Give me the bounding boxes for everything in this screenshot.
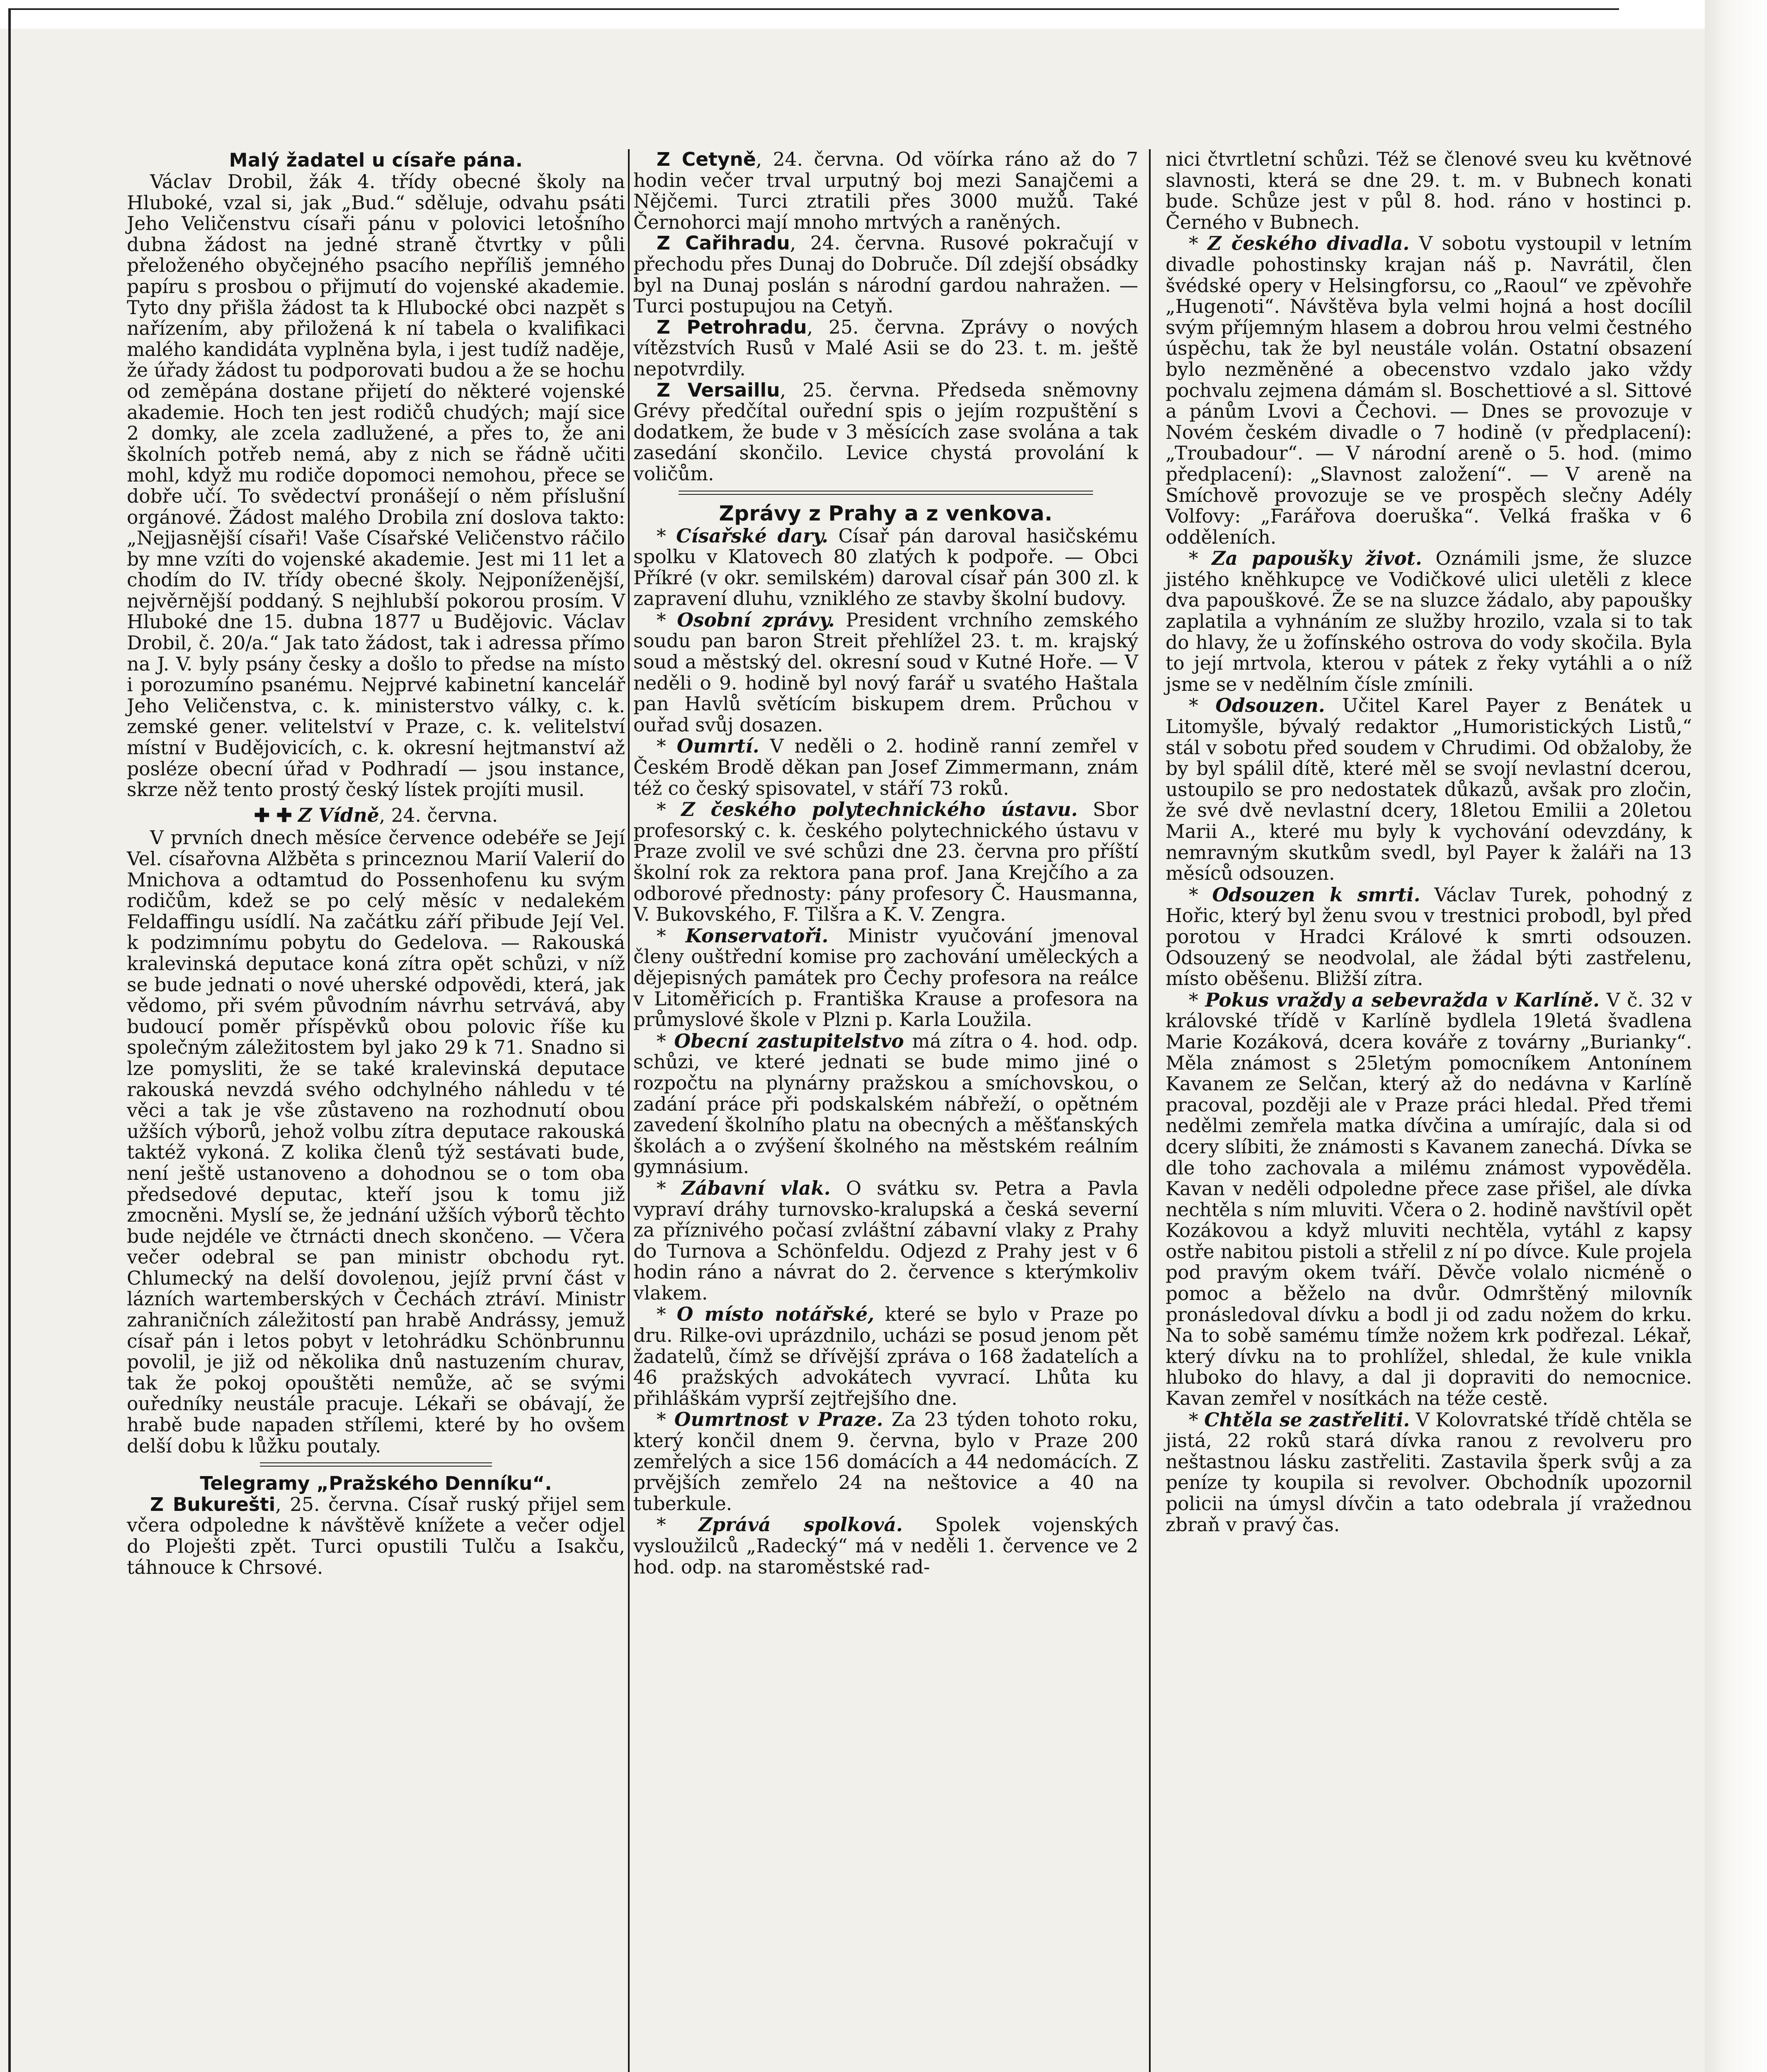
- article-heading-drobil: Malý žadatel u císaře pána.: [229, 149, 523, 171]
- news-item: * Zprává spolková. Spolek vojenských vysloužilců „Radecký“ má v neděli 1. července ve 2 hod. odp. na staroměstské rad-: [633, 1513, 1138, 1578]
- vienna-date: , 24. června.: [379, 804, 498, 826]
- column-2: [633, 149, 1138, 1578]
- news-continued: nici čtvrtletní schůzi. Též se členové sveu ku květnové slavnosti, která se dne 29. t. m. v Bubnech konati bude. Schůze jest v půl 8. hod. ráno v hostinci p. Černého v Bubnech.: [1166, 148, 1692, 233]
- news-keyword: Oumrtí.: [676, 735, 759, 758]
- article-vienna-text: V prvních dnech měsíce července odebéře se Její Vel. císařovna Alžběta s princeznou Marií Valerií do Mnichova a odtamtud do Possenhofenu ku svým rodičům, kdež se po celý měsíc v nedalekém Feldaffingu usídlí. Na začátku září přibude Její Vel. k podzimnímu pobytu do Gedelova. — Rakouská kralevinská deputace koná zítra opět schůzi, v níž se bude jednati o nové uherské odpovědi, která, jak vědomo, při svém původním návrhu setrvává, aby budoucí poměr příspěvků obou polovic říše ku společným záležitostem byl jako 29 k 71. Snadno si lze pomysliti, že se také kralevinská deputace rakouská nevzdá svého odchylného náhledu v té věci a tak je vše zůstaveno na rozhodnutí obou užších výborů, jehož volbu zítra deputace rakouská taktéž vykoná. Z kolika členů týž sestávati bude, není ještě ustanoveno a dohodnou se o tom oba předsedové deputac, kteří jsou k tomu již zmocněni. Myslí se, že jednání užších výborů těchto bude nejdéle ve čtrnácti dnech skončeno. — Včera večer odebral se pan ministr obchodu ryt. Chlumecký na delší dovolenou, jejíž první část v lázních wartemberských v Čechách ztráví. Ministr zahraničních záležitostí pan hrabě Andrássy, jemuž císař pán i letos pobyt v letohrádku Schönbrunnu povolil, je již od několika dnů nastuzením churav, tak že pokoj opouštěti nemůže, ač se svými ouředníky neustále pracuje. Lékaři se obávají, že hrabě bude napaden střílemi, které by ho ovšem delší dobu k lůžku poutaly.: [127, 827, 625, 1457]
- news-keyword: Osobní zprávy.: [677, 608, 835, 631]
- column-3: [1166, 149, 1692, 1535]
- telegram-petrohrad: [633, 317, 1138, 380]
- section-divider: [679, 491, 1093, 495]
- news-keyword: Chtěla se zastřeliti.: [1204, 1408, 1410, 1431]
- versailles-place: Z Versaillu: [657, 379, 780, 401]
- news-item: * Osobní zprávy. President vrchního zemského soudu pan baron Streit přehlížel 23. t. m. krajský soud a městský del. okresní soud v Kutné Hoře. — V neděli o 9. hodině byl nový farář u svatého Haštala pan Havlů světícím biskupem drem. Průchou v ouřad svůj dosazen.: [633, 608, 1138, 736]
- cetyne-text: , 24. června. Od vöírka ráno až do 7 hodin večer trval urputný boj mezi Sanajčemi a Nějčemi. Turci ztratili přes 3000 mužů. Také Černohorci mají mnoho mrtvých a raněných.: [633, 148, 1138, 233]
- column-rule-1: [628, 149, 630, 2072]
- bucharest-text: , 25. června. Císař ruský přijel sem včera odpoledne k návštěvě knížete a večer odjel do Ploješti zpět. Turci opustili Tulču a Isakču, táhnouce k Chrsové.: [127, 1493, 625, 1578]
- news-keyword: Za papoušky život.: [1212, 547, 1422, 570]
- news-item: * Z českého polytechnického ústavu. Sbor profesorský c. k. českého polytechnického ústavu v Praze zvolil ve své schůzi dne 23. června pro příští školní rok za rektora pana prof. Jana Krejčího a za odborové přednosty: pány profesory Č. Hausmanna, V. Bukovského, F. Tilšra a K. V. Zengra.: [633, 798, 1138, 926]
- petrohrad-text: , 25. června. Zprávy o nových vítězstvích Rusů v Malé Asii se do 23. t. m. ještě nepotvrdily.: [633, 316, 1139, 380]
- vienna-place: Z Vídně: [298, 804, 379, 826]
- news-keyword: Odsouzen.: [1215, 694, 1325, 717]
- bucharest-place: Z Bukurešti: [150, 1493, 276, 1515]
- news-text: má zítra o 4. hod. odp. schůzi, ve které jednati se bude mimo jiné o rozpočtu na plynárny pražskou a smíchovskou, o zadání práce při podskalském nábřeží, o opětném zavedení školního platu na obecných a měšťanských školách a o zvýšení školného na městském reálním gymnásium.: [633, 1030, 1138, 1178]
- news-item: * Oumrtí. V neděli o 2. hodině ranní zemřel v Českém Brodě děkan pan Josef Zimmermann, znám též co český spisovatel, v stáří 73 roků.: [633, 735, 1138, 799]
- news-keyword: Zprává spolková.: [698, 1513, 903, 1536]
- news-text: které se bylo v Praze po dru. Rilke-ovi uprázdnilo, ucházi se posud jenom pět žadatelů, čímž se dřívější zpráva o 168 žadatelích a 46 pražských advokátech vyvrací. Lhůta ku přihláškám vyprší zejtřejšího dne.: [633, 1303, 1139, 1409]
- versailles-text: , 25. června. Předseda sněmovny Grévy předčítal ouřední spis o jejím rozpuštění s dodatkem, že bude v 3 měsících zase svolána a tak zasedání skončilo. Levice chystá provolání k voličům.: [633, 379, 1139, 485]
- section-divider: [260, 1462, 492, 1467]
- news-text: O svátku sv. Petra a Pavla vypraví dráhy turnovsko-kralupská a česká severní za příznivého počasí zvláštní zábavní vlaky z Prahy do Turnova a Schönfeldu. Odjezd z Prahy jest v 6 hodin ráno a návrat do 2. července s kterýmkoliv vlakem.: [633, 1177, 1138, 1304]
- news-item: * Císařské dary. Císař pán daroval hasičskému spolku v Klatovech 80 zlatých k podpoře. — Obci Příkré (v okr. semilském) daroval císař pán 300 zl. k zapravení dluhu, vzniklého ze stavby školní budovy.: [633, 524, 1139, 610]
- news-text: Učitel Karel Payer z Benátek u Litomyšle, bývalý redaktor „Humoristických Listů,“ stál v sobotu před soudem v Chrudimi. Od obžaloby, že by byl spálil dítě, které měl se svojí nevlastní dcerou, ustoupilo se pro nedostatek důkazů, avšak pro zločin, že své dvě nevlastní dcery, 18letou Emilii a 20letou Marii A., které mu byly k vychování odevzdány, k nemravným skutkům svedl, byl Payer k žaláři na 13 měsíců odsouzen.: [1166, 695, 1692, 885]
- news-text: President vrchního zemského soudu pan baron Streit přehlížel 23. t. m. krajský soud a městský del. okresní soud v Kutné Hoře. — V neděli o 9. hodině byl nový farář u svatého Haštala pan Havlů světícím biskupem drem. Průchou v ouřad svůj dosazen.: [633, 609, 1138, 736]
- news-text: Oznámili jsme, že sluzce jistého kněhkupce ve Vodičkové ulici uletěli z klece dva papouškové. Že se na sluzce žádalo, aby papoušky zaplatila a vyhnáním ze služby hrozilo, vzala si to tak do hlavy, že u žofínského ostrova do vody skočila. Byla to její mrtvola, kterou v pátek z řeky vytáhli a o níž jsme se v nedělním čísle zmínili.: [1166, 547, 1692, 695]
- carihrad-place: Z Cařihradu: [657, 232, 790, 254]
- column-1: [127, 149, 625, 1578]
- telegram-cetyne: [633, 149, 1138, 233]
- carihrad-text: , 24. června. Rusové pokračují v přechodu přes Dunaj do Dobruče. Díl zdejší obsádky byl na Dunaj poslán s národní gardou nahražen. — Turci postupujou na Cetyň.: [633, 232, 1139, 317]
- news-item: * Za papoušky život. Oznámili jsme, že sluzce jistého kněhkupce ve Vodičkové ulici uletěli z klece dva papouškové. Že se na sluzce žádalo, aby papoušky zaplatila a vyhnáním ze služby hrozilo, vzala si to tak do hlavy, že u žofínského ostrova do vody skočila. Byla to její mrtvola, kterou v pátek z řeky vytáhli a o níž jsme se v nedělním čísle zmínili.: [1166, 547, 1692, 695]
- news-keyword: Oumrtnost v Praze.: [674, 1408, 883, 1431]
- news-keyword: Konservatoři.: [685, 924, 829, 947]
- telegram-heading: Telegramy „Pražského Denníku“.: [200, 1472, 552, 1495]
- news-item: * Konservatoři. Ministr vyučování jmenoval členy ouštřední komise pro zachování uměleckých a dějepisných památek pro Čechy profesora na reálce v Litoměřicích p. Františka Krause a profesora na průmyslové škole v Plzni p. Karla Loužila.: [633, 924, 1138, 1031]
- news-keyword: Zábavní vlak.: [681, 1176, 831, 1199]
- news-keyword: Pokus vraždy a sebevražda v Karlíně.: [1205, 988, 1600, 1011]
- article-drobil-text: Václav Drobil, žák 4. třídy obecné školy na Hluboké, vzal si, jak „Bud.“ sděluje, odvahu psáti Jeho Veličenstvu císaři pánu v polovici letošního dubna žádost na jedné straně čtvrtky v půli přeloženého obyčejného psacího nepříliš jemného papíru s prosbou o přijmutí do vojenské akademie. Tyto dny přišla žádost ta k Hlubocké obci nazpět s nařízením, aby přiložená k ní tabela o kvalifikaci malého kandidáta vyplněna byla, i jest tudíž naděje, že úřady žádost tu podporovati budou a že se hochu od zeměpána dostane přijetí do některé vojenské akademie. Hoch ten jest rodičů chudých; mají sice 2 domky, ale zcela zadlužené, a přes to, že ani školních potřeb nemá, aby z nich se řádně učiti mohl, když mu rodiče dopomoci nemohou, přece se dobře učí. To svědectví pronášejí o něm příslušní orgánové. Žádost malého Drobila zní doslova takto: „Nejjasnější císaři! Vaše Císařské Veličenstvo ráčilo by mne vzíti do vojenské akademie. Jest mi 11 let a chodím do IV. třídy obecné školy. Nejponíženější, nejvěrnější poddaný. S nejhlubší pokorou prosím. V Hluboké dne 15. dubna 1877 u Budějovic. Václav Drobil, č. 20/a.“ Jak tato žádost, tak i adressa přímo na J. V. byly psány česky a došlo to předse na místo i porozumíno psanému. Nejprvé kabinetní kancelář Jeho Veličenstva, c. k. ministerstvo války, c. k. zemské gener. velitelství v Praze, c. k. velitelství místní v Budějovicích, c. k. okresní hejtmanství až posléze obecní úřad v Podhradí — jsou instance, skrze něž tento prostý český lístek projíti musil.: [127, 171, 625, 801]
- news-text: V Kolovratské třídě chtěla se jistá, 22 roků stará dívka ranou z revolveru pro neštastnou lásku zastřeliti. Zastavila šperk svůj a za peníze ty koupila si revolver. Obchodník upozornil policii na úmysl dívčin a tato odebrala jí vražednou zbraň v pravý čas.: [1166, 1409, 1692, 1536]
- news-keyword: Z českého divadla.: [1207, 232, 1410, 255]
- news-keyword: Z českého polytechnického ústavu.: [681, 798, 1078, 821]
- news-keyword: Odsouzen k smrti.: [1212, 883, 1420, 906]
- column-rule-2: [1149, 149, 1151, 2072]
- news-item: * Chtěla se zastřeliti. V Kolovratské třídě chtěla se jistá, 22 roků stará dívka ranou z revolveru pro neštastnou lásku zastřeliti. Zastavila šperk svůj a za peníze ty koupila si revolver. Obchodník upozornil policii na úmysl dívčin a tato odebrala jí vražednou zbraň v pravý čas.: [1166, 1408, 1692, 1536]
- section-heading-prague: Zprávy z Prahy a z venkova.: [719, 501, 1053, 525]
- news-text: Václav Turek, pohodný z Hořic, který byl ženu svou v trestnici probodl, byl před porotou v Hradci Králové k smrti odsouzen. Odsouzený se neodvolal, ale žádal býti zastřelenu, místo oběšenu. Bližší zítra.: [1166, 884, 1692, 990]
- dateline-vienna: [127, 805, 625, 826]
- news-keyword: Obecní zastupitelstvo: [674, 1029, 904, 1052]
- cross-mark: ✚ ✚: [254, 804, 292, 826]
- news-text: Sbor profesorský c. k. českého polytechnického ústavu v Praze zvolil ve své schůzi dne 23. června pro příští školní rok za rektora pana prof. Jana Krejčího a za odborové přednosty: pány profesory Č. Hausmanna, V. Bukovského, F. Tilšra a K. V. Zengra.: [633, 799, 1138, 926]
- page-right-margin: [1705, 0, 1767, 2072]
- news-item: * Odsouzen k smrti. Václav Turek, pohodný z Hořic, který byl ženu svou v trestnici probodl, byl před porotou v Hradci Králové k smrti odsouzen. Odsouzený se neodvolal, ale žádal býti zastřelenu, místo oběšenu. Bližší zítra.: [1166, 883, 1692, 990]
- cetyne-place: Z Cetyně: [657, 148, 756, 170]
- news-item: * Pokus vraždy a sebevražda v Karlíně. V č. 32 v královské třídě v Karlíně bydlela 19letá švadlena Marie Kozáková, dcera kováře z továrny „Burianky“. Měla známost s 25letým pomocníkem Antonínem Kavanem ze Selčan, který až do nedávna v Karlíně pracoval, později ale v Praze práci hledal. Před třemi nedělmi zemřela matka dívčina a umírajíc, dala si od dcery slíbiti, že známosti s Kavanem zanechá. Dívka se dle toho zachovala a milému známost vypověděla. Kavan v neděli odpoledne přece zase přišel, ale dívka nechtěla s ním mluviti. Včera o 2. hodině navštívil opět Kozákovou a když mluviti nechtěla, vytáhl z kapsy ostře nabitou pistoli a střelil z ní po dívce. Kule projela pod pravým okem tváří. Děvče volalo nicméně o pomoc a běželo na dvůr. Odmrštěný milovník pronásledoval dívku a bodl ji od zadu nožem do krku. Na to sobě samému tímže nožem krk podřezal. Lékař, který dívku na to prohlížel, shledal, že kule vnikla hluboko do hlavy, a dal ji dopraviti do nemocnice. Kavan zemřel v nosítkách na téže cestě.: [1166, 988, 1692, 1410]
- news-text: V sobotu vystoupil v letním divadle pohostinsky krajan náš p. Navrátil, člen švédské opery v Helsingforsu, co „Raoul“ ve zpěvohře „Hugenoti“. Návštěva byla velmi hojná a host docílil svým příjemným hlasem a dobrou hrou velmi čestného úspěchu, tak že byl neustále volán. Ostatní obsazení bylo nezměněné a obecenstvo vzdalo jako vždy pochvalu zejmena dámám sl. Boschettiové a sl. Sittové a pánům Lvovi a Čechovi. — Dnes se provozuje v Novém českém divadle o 7 hodině (v předplacení): „Troubadour“. — V národní areně o 5. hod. (mimo předplacení): „Slavnost založení“. — V areně na Smíchově provozuje se ve prospěch slečny Adély Volfovy: „Farářova doeruška“. Velká fraška v 6 odděleních.: [1166, 232, 1692, 548]
- news-item: * Zábavní vlak. O svátku sv. Petra a Pavla vypraví dráhy turnovsko-kralupská a česká severní za příznivého počasí zvláštní zábavní vlaky z Prahy do Turnova a Schönfeldu. Odjezd z Prahy jest v 6 hodin ráno a návrat do 2. července s kterýmkoliv vlakem.: [633, 1176, 1138, 1304]
- news-text: Spolek vojenských vysloužilců „Radecký“ má v neděli 1. července ve 2 hod. odp. na staroměstské rad-: [633, 1514, 1138, 1578]
- news-item: * O místo notářské, které se bylo v Praze po dru. Rilke-ovi uprázdnilo, ucházi se posud jenom pět žadatelů, čímž se dřívější zpráva o 168 žadatelích a 46 pražských advokátech vyvrací. Lhůta ku přihláškám vyprší zejtřejšího dne.: [633, 1303, 1139, 1409]
- news-item: * Odsouzen. Učitel Karel Payer z Benátek u Litomyšle, bývalý redaktor „Humoristických Listů,“ stál v sobotu před soudem v Chrudimi. Od obžaloby, že by byl spálil dítě, které měl se svojí nevlastní dcerou, ustoupilo se pro nedostatek důkazů, avšak pro zločin, že své dvě nevlastní dcery, 18letou Emilii a 20letou Marii A., které mu byly k vychování odevzdány, k nemravným skutkům svedl, byl Payer k žaláři na 13 měsíců odsouzen.: [1166, 694, 1692, 885]
- telegram-versailles: [633, 380, 1138, 485]
- news-keyword: O místo notářské,: [676, 1303, 875, 1326]
- news-keyword: Císařské dary.: [676, 524, 829, 547]
- news-text: Za 23 týden tohoto roku, který končil dnem 9. června, bylo v Praze 200 zemřelých a sice 156 domácích a 44 nedomácích. Z prvějších zemřelo 24 na neštovice a 40 na tuberkule.: [633, 1409, 1139, 1515]
- news-text: Císař pán daroval hasičskému spolku v Klatovech 80 zlatých k podpoře. — Obci Příkré (v okr. semilském) daroval císař pán 300 zl. k zapravení dluhu, vzniklého ze stavby školní budovy.: [633, 525, 1139, 610]
- news-text: V č. 32 v královské třídě v Karlíně bydlela 19letá švadlena Marie Kozáková, dcera kováře z továrny „Burianky“. Měla známost s 25letým pomocníkem Antonínem Kavanem ze Selčan, který až do nedávna v Karlíně pracoval, později ale v Praze práci hledal. Před třemi nedělmi zemřela matka dívčina a umírajíc, dala si od dcery slíbiti, že známosti s Kavanem zanechá. Dívka se dle toho zachovala a milému známost vypověděla. Kavan v neděli odpoledne přece zase přišel, ale dívka nechtěla s ním mluviti. Včera o 2. hodině navštívil opět Kozákovou a když mluviti nechtěla, vytáhl z kapsy ostře nabitou pistoli a střelil z ní po dívce. Kule projela pod pravým okem tváří. Děvče volalo nicméně o pomoc a běželo na dvůr. Odmrštěný milovník pronásledoval dívku a bodl ji od zadu nožem do krku. Na to sobě samému tímže nožem krk podřezal. Lékař, který dívku na to prohlížel, shledal, že kule vnikla hluboko do hlavy, a dal ji dopraviti do nemocnice. Kavan zemřel v nosítkách na téže cestě.: [1166, 989, 1692, 1410]
- news-item: * Obecní zastupitelstvo má zítra o 4. hod. odp. schůzi, ve které jednati se bude mimo jiné o rozpočtu na plynárny pražskou a smíchovskou, o zadání práce při podskalském nábřeží, o opětném zavedení školního platu na obecných a měšťanských školách a o zvýšení školného na městském reálním gymnásium.: [633, 1029, 1138, 1178]
- news-item: * Z českého divadla. V sobotu vystoupil v letním divadle pohostinsky krajan náš p. Navrátil, člen švédské opery v Helsingforsu, co „Raoul“ ve zpěvohře „Hugenoti“. Návštěva byla velmi hojná a host docílil svým příjemným hlasem a dobrou hrou velmi čestného úspěchu, tak že byl neustále volán. Ostatní obsazení bylo nezměněné a obecenstvo vzdalo jako vždy pochvalu zejmena dámám sl. Boschettiové a sl. Sittové a pánům Lvovi a Čechovi. — Dnes se provozuje v Novém českém divadle o 7 hodině (v předplacení): „Troubadour“. — V národní areně o 5. hod. (mimo předplacení): „Slavnost založení“. — V areně na Smíchově provozuje se ve prospěch slečny Adély Volfovy: „Farářova doeruška“. Velká fraška v 6 odděleních.: [1166, 232, 1692, 548]
- petrohrad-place: Z Petrohradu: [657, 316, 807, 338]
- news-text: V neděli o 2. hodině ranní zemřel v Českém Brodě děkan pan Josef Zimmermann, znám též co český spisovatel, v stáří 73 roků.: [633, 735, 1138, 799]
- news-text: Ministr vyučování jmenoval členy ouštřední komise pro zachování uměleckých a dějepisných památek pro Čechy profesora na reálce v Litoměřicích p. Františka Krause a profesora na průmyslové škole v Plzni p. Karla Loužila.: [633, 925, 1138, 1031]
- telegram-carihrad: [633, 233, 1138, 317]
- news-item: * Oumrtnost v Praze. Za 23 týden tohoto roku, který končil dnem 9. června, bylo v Praze 200 zemřelých a sice 156 domácích a 44 nedomácích. Z prvějších zemřelo 24 na neštovice a 40 na tuberkule.: [633, 1408, 1139, 1515]
- telegram-bucharest: [127, 1494, 625, 1578]
